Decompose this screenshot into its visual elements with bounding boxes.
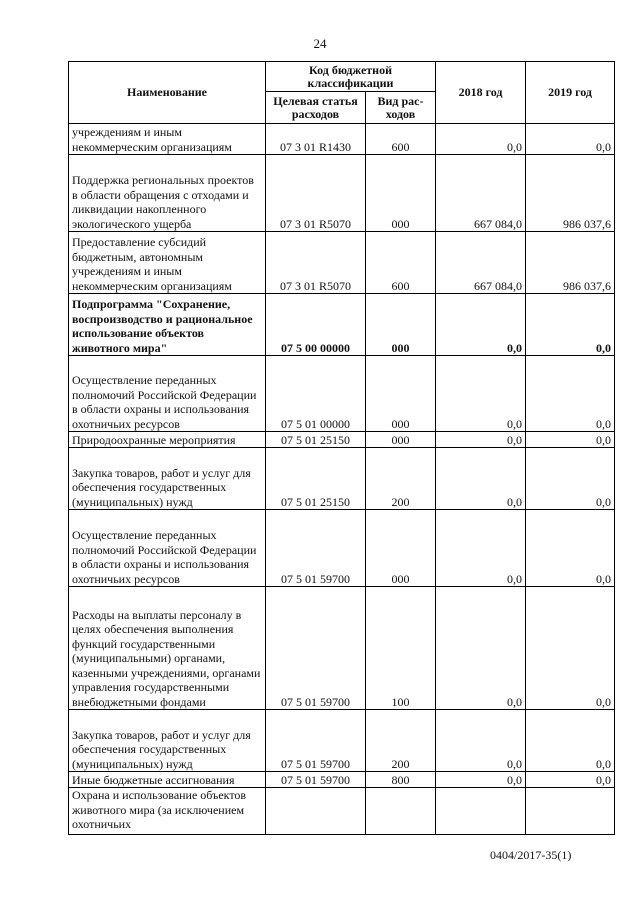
page-number: 24 <box>313 36 327 51</box>
row-code: 07 5 00 00000 <box>266 294 366 356</box>
table-row <box>69 448 615 510</box>
table-row <box>69 772 615 788</box>
row-code: 07 3 01 R5070 <box>266 155 366 232</box>
table-row <box>69 294 615 356</box>
row-2018: 0,0 <box>436 294 526 356</box>
row-2019: 0,0 <box>526 294 615 356</box>
row-code: 07 5 01 59700 <box>266 772 366 788</box>
budget-table <box>68 61 615 835</box>
row-type: 200 <box>366 710 436 772</box>
row-type: 000 <box>366 294 436 356</box>
row-code: 07 5 01 00000 <box>266 356 366 432</box>
row-name: Охрана и использование объектов животного мира (за исключением охотничьих <box>69 788 266 835</box>
table-row <box>69 710 615 772</box>
row-type: 100 <box>366 587 436 710</box>
row-2019: 0,0 <box>526 587 615 710</box>
table-row <box>69 124 615 155</box>
table-row <box>69 432 615 448</box>
row-name: Осуществление переданных полномочий Российской Федерации в области охраны и использования охотничьих ресурсов <box>69 356 266 432</box>
row-type: 600 <box>366 124 436 155</box>
row-type: 000 <box>366 432 436 448</box>
row-name: учреждениям и иным некоммерческим организациям <box>69 124 266 155</box>
row-2019: 0,0 <box>526 124 615 155</box>
row-2018: 0,0 <box>436 124 526 155</box>
row-name: Подпрограмма "Сохранение, воспроизводство и рациональное использование объектов животного мира" <box>69 294 266 356</box>
row-2019: 0,0 <box>526 510 615 587</box>
row-code: 07 5 01 59700 <box>266 510 366 587</box>
row-code: 07 5 01 25150 <box>266 448 366 510</box>
row-name: Закупка товаров, работ и услуг для обеспечения государственных (муниципальных) нужд <box>69 448 266 510</box>
row-2018: 0,0 <box>436 510 526 587</box>
header-2019: 2019 год <box>526 62 615 124</box>
row-2019: 0,0 <box>526 710 615 772</box>
row-2019: 0,0 <box>526 772 615 788</box>
row-code: 07 5 01 59700 <box>266 710 366 772</box>
row-2019 <box>526 788 615 835</box>
header-name: Наименование <box>69 62 266 124</box>
row-2019: 986 037,6 <box>526 155 615 232</box>
table-row <box>69 232 615 294</box>
row-code <box>266 788 366 835</box>
row-2019: 0,0 <box>526 448 615 510</box>
row-type: 200 <box>366 448 436 510</box>
row-2019: 0,0 <box>526 356 615 432</box>
header-type: Вид рас-ходов <box>366 92 436 124</box>
row-2018: 667 084,0 <box>436 155 526 232</box>
table-row <box>69 587 615 710</box>
row-code: 07 3 01 R5070 <box>266 232 366 294</box>
row-type: 800 <box>366 772 436 788</box>
header-code-group: Код бюджетной классификации <box>266 62 436 92</box>
row-2018: 0,0 <box>436 448 526 510</box>
table-row <box>69 510 615 587</box>
row-2018: 0,0 <box>436 356 526 432</box>
document-code: 0404/2017-35(1) <box>490 848 572 862</box>
row-code: 07 5 01 59700 <box>266 587 366 710</box>
row-type: 600 <box>366 232 436 294</box>
row-2018: 0,0 <box>436 772 526 788</box>
row-type: 000 <box>366 356 436 432</box>
row-2019: 986 037,6 <box>526 232 615 294</box>
row-2018: 0,0 <box>436 587 526 710</box>
row-name: Осуществление переданных полномочий Российской Федерации в области охраны и использования охотничьих ресурсов <box>69 510 266 587</box>
row-name: Иные бюджетные ассигнования <box>69 772 266 788</box>
row-name: Расходы на выплаты персоналу в целях обеспечения выполнения функций государственными (муниципальными) органами, казенными учреждениями, органами управления государственными внебюджетными фондами <box>69 587 266 710</box>
table-row <box>69 155 615 232</box>
row-name: Поддержка региональных проектов в области обращения с отходами и ликвидации накопленного экологического ущерба <box>69 155 266 232</box>
row-code: 07 5 01 25150 <box>266 432 366 448</box>
row-name: Закупка товаров, работ и услуг для обеспечения государственных (муниципальных) нужд <box>69 710 266 772</box>
row-2018: 667 084,0 <box>436 232 526 294</box>
table-row <box>69 788 615 835</box>
row-type: 000 <box>366 510 436 587</box>
row-code: 07 3 01 R1430 <box>266 124 366 155</box>
table-row <box>69 356 615 432</box>
row-2018 <box>436 788 526 835</box>
row-2018: 0,0 <box>436 432 526 448</box>
header-article: Целевая статья расходов <box>266 92 366 124</box>
row-name: Предоставление субсидий бюджетным, автономным учреждениям и иным некоммерческим организациям <box>69 232 266 294</box>
row-2018: 0,0 <box>436 710 526 772</box>
header-2018: 2018 год <box>436 62 526 124</box>
row-type: 000 <box>366 155 436 232</box>
row-2019: 0,0 <box>526 432 615 448</box>
row-type <box>366 788 436 835</box>
row-name: Природоохранные мероприятия <box>69 432 266 448</box>
